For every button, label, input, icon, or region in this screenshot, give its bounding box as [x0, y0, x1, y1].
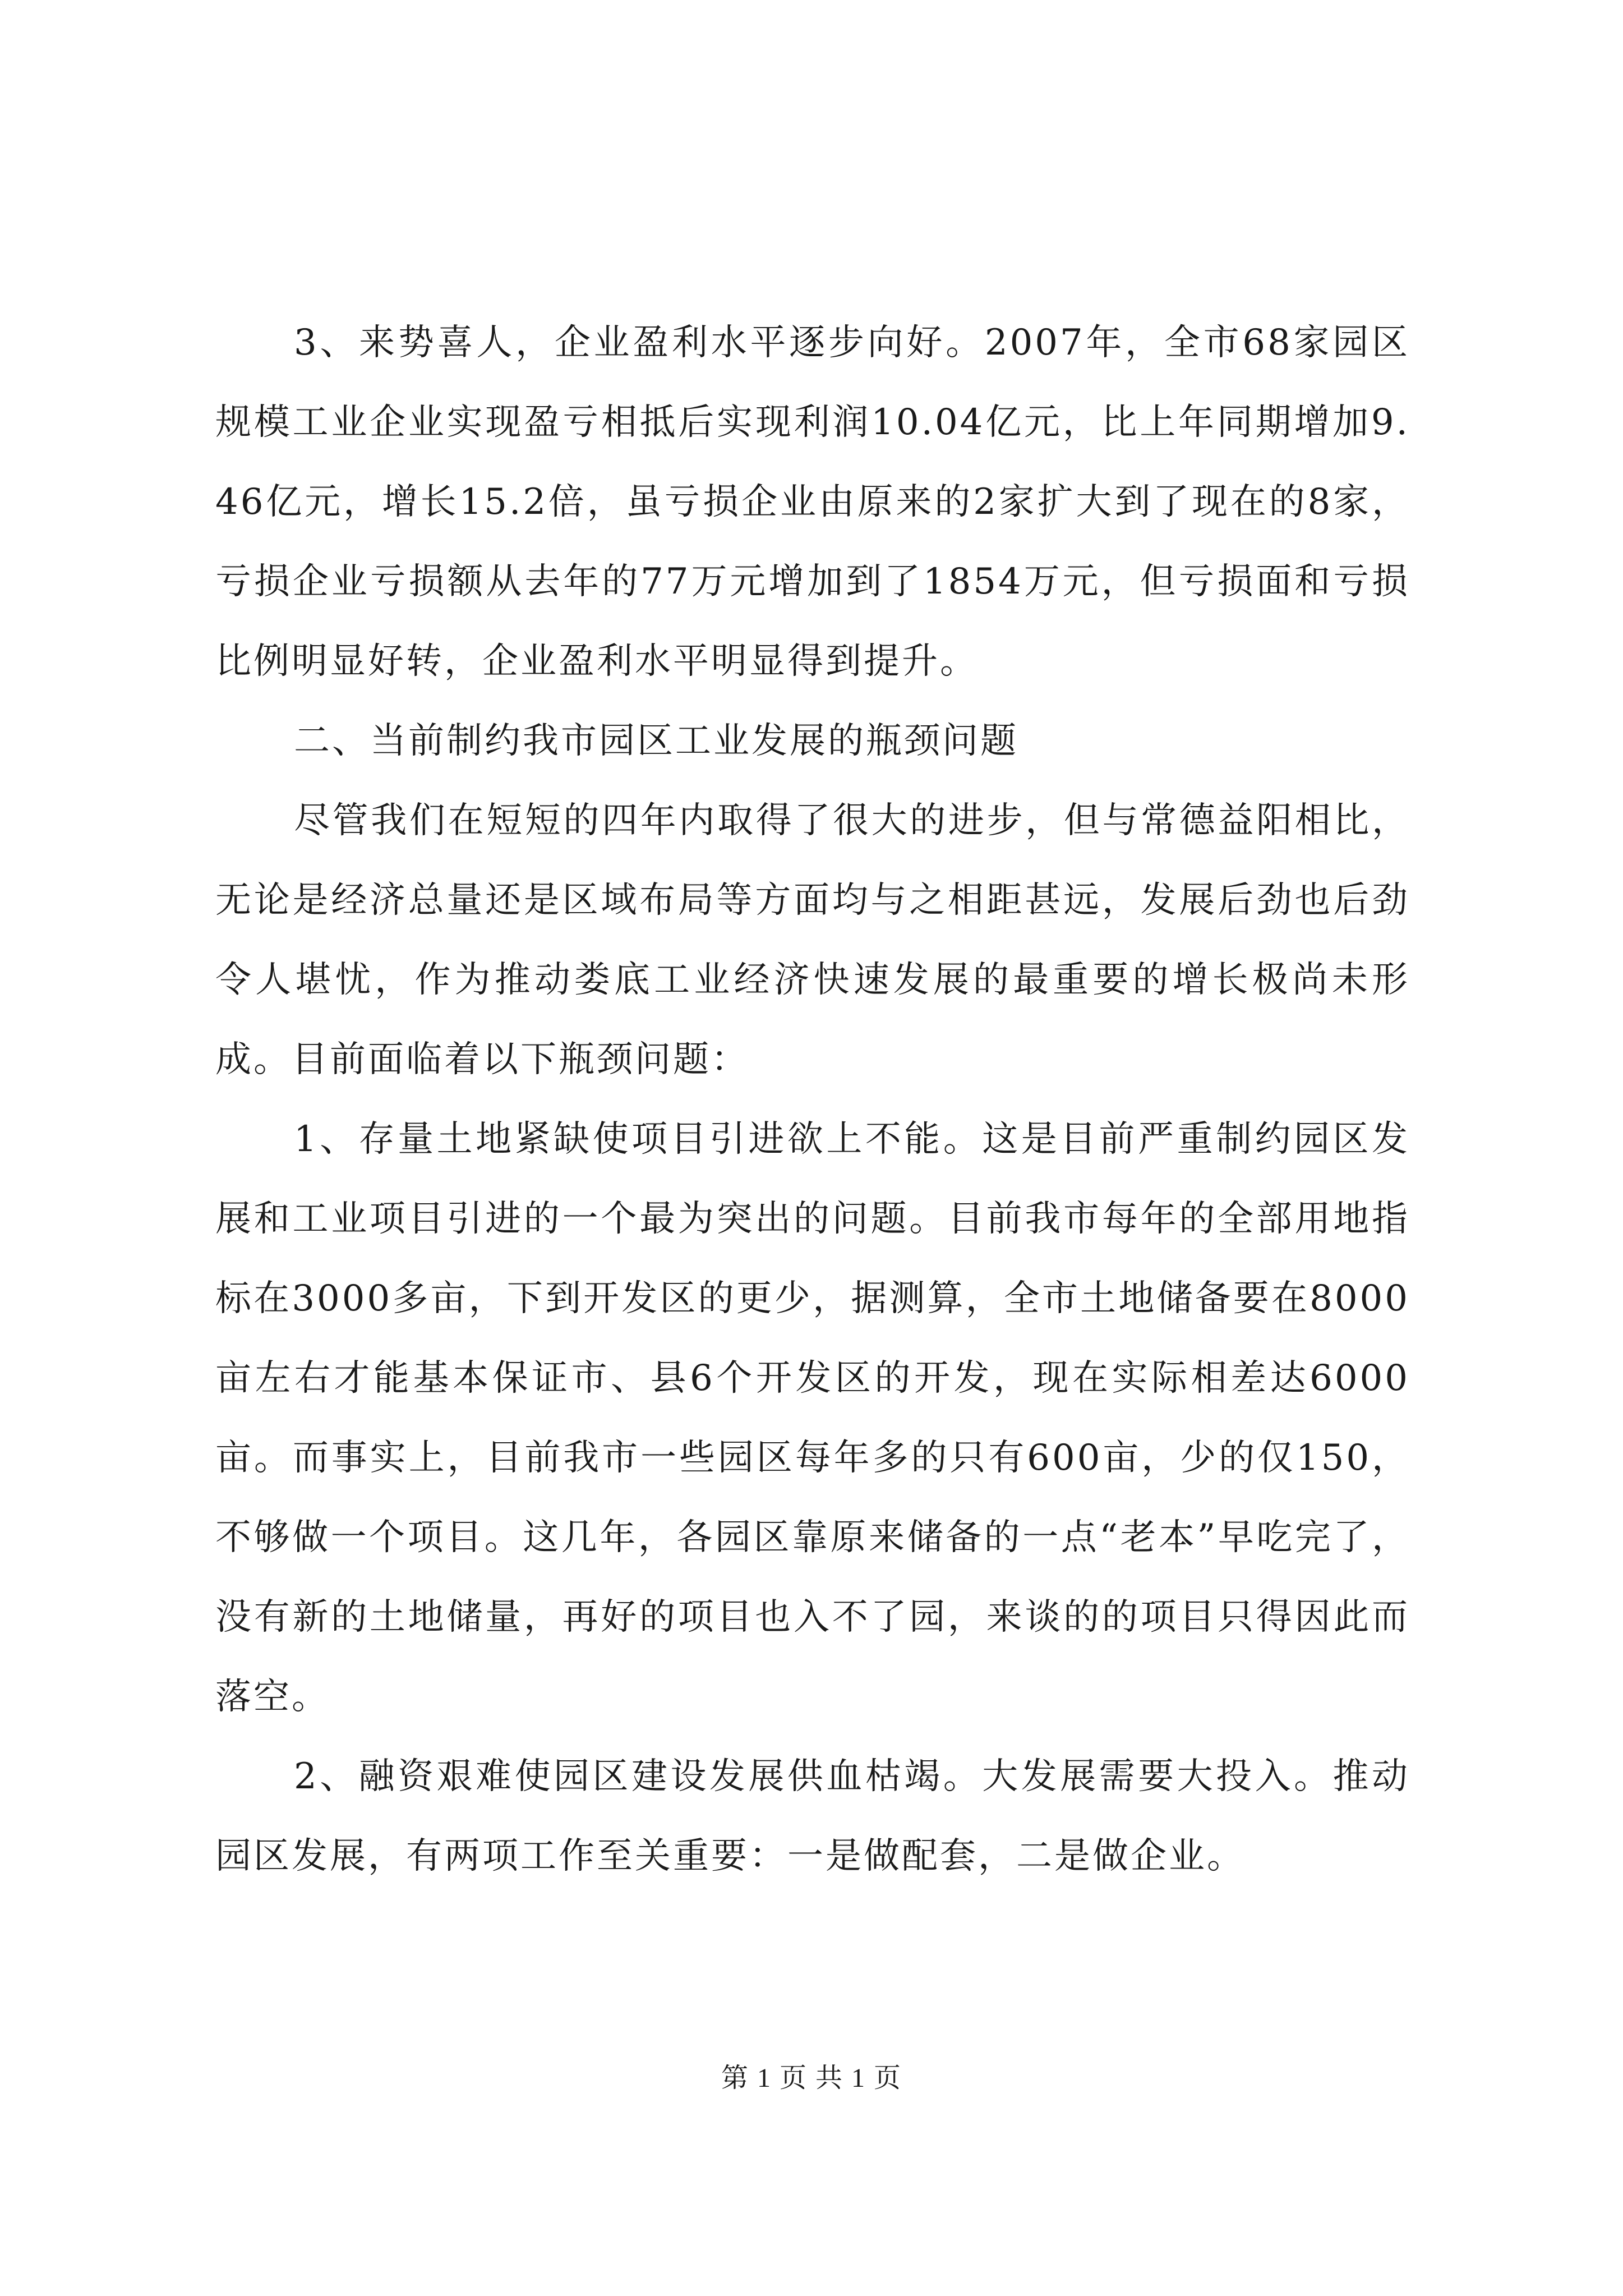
paragraph-bottleneck-intro: 尽管我们在短短的四年内取得了很大的进步，但与常德益阳相比，无论是经济总量还是区域布局等方面均与之相距甚远，发展后劲也后劲令人堪忧，作为推动娄底工业经济快速发展的最重要的增长极尚未形成。目前面临着以下瓶颈问题： [215, 800, 1410, 1080]
document-body [215, 303, 1410, 1896]
paragraph-financing-difficulty: 2、融资艰难使园区建设发展供血枯竭。大发展需要大投入。推动园区发展，有两项工作至关重要：一是做配套，二是做企业。 [215, 1756, 1410, 1877]
paragraph-profit-trend: 3、来势喜人，企业盈利水平逐步向好。2007年，全市68家园区规模工业企业实现盈亏相抵后实现利润10.04亿元，比上年同期增加9.46亿元，增长15.2倍，虽亏损企业由原来的2家扩大到了现在的8家，亏损企业亏损额从去年的77万元增加到了1854万元，但亏损面和亏损比例明显好转，企业盈利水平明显得到提升。 [215, 322, 1410, 682]
section-heading-bottlenecks: 二、当前制约我市园区工业发展的瓶颈问题 [294, 720, 1018, 762]
paragraph-land-shortage: 1、存量土地紧缺使项目引进欲上不能。这是目前严重制约园区发展和工业项目引进的一个最为突出的问题。目前我市每年的全部用地指标在3000多亩，下到开发区的更少，据测算，全市土地储备要在8000亩左右才能基本保证市、县6个开发区的开发，现在实际相差达6000亩。而事实上，目前我市一些园区每年多的只有600亩，少的仅150，不够做一个项目。这几年，各园区靠原来储备的一点“老本”早吃完了，没有新的土地储量，再好的项目也入不了园，来谈的的项目只得因此而落空。 [215, 1119, 1410, 1718]
page-number-footer: 第 1 页 共 1 页 [721, 2063, 902, 2093]
